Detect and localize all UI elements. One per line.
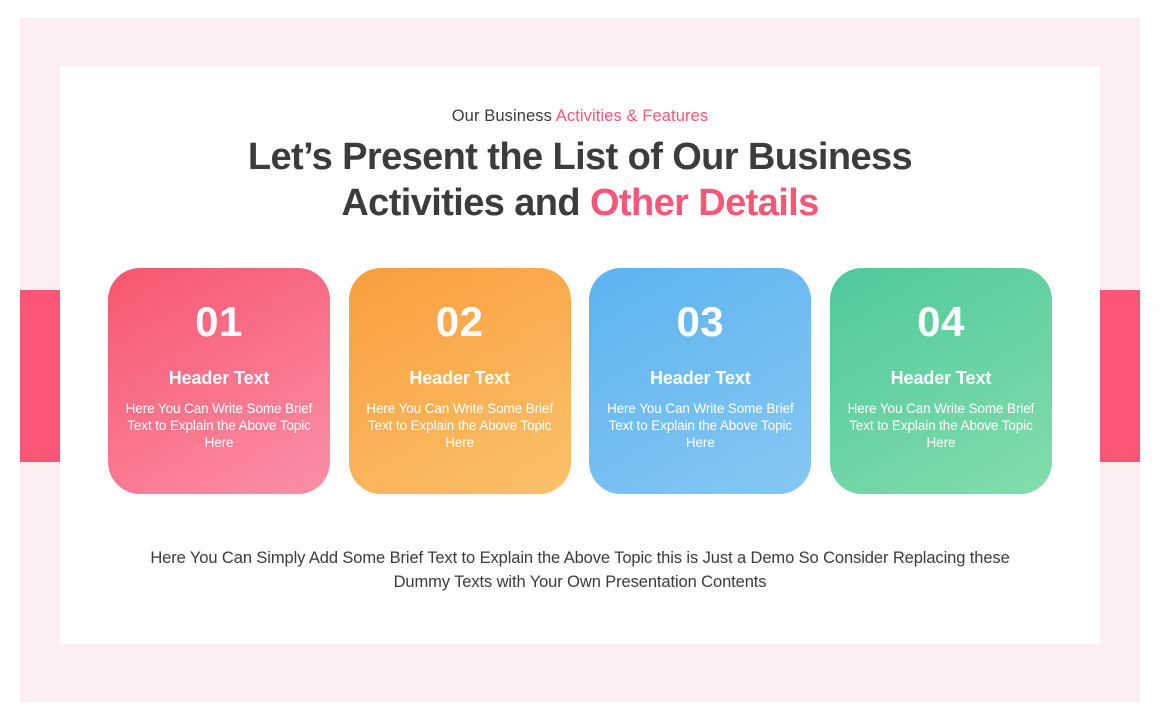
card-number: 03 [676,298,725,345]
card-body: Here You Can Write Some Brief Text to Explain the Above Topic Here [606,401,794,450]
title-line-2-accent: Other Details [589,182,819,224]
eyebrow-plain: Our Business [451,107,556,125]
card-body: Here You Can Write Some Brief Text to Explain the Above Topic Here [366,401,553,450]
cards-row [108,268,1052,494]
content-card [60,66,1100,644]
eyebrow-text [60,107,1100,126]
accent-bar-right [1100,290,1140,462]
card-number: 01 [195,298,243,345]
card-body: Here You Can Write Some Brief Text to Explain the Above Topic Here [125,401,313,450]
card-header: Header Text [168,368,270,388]
card-header: Header Text [890,368,992,388]
card-number: 02 [435,298,484,345]
footer-text: Here You Can Simply Add Some Brief Text to Explain the Above Topic this is Just a Demo So Consider Replacing these Dummy Texts with Your Own Presentation Contents [150,549,1010,591]
accent-bar-left [20,290,60,462]
card-header: Header Text [409,368,510,388]
card-header: Header Text [650,368,751,388]
title-line-1: Let’s Present the List of Our Business [247,136,913,178]
title-line-2-plain: Activities and [341,182,590,224]
card-number: 04 [917,298,965,345]
feature-card-04[interactable] [830,268,1052,494]
page-title [130,134,1030,226]
feature-card-02[interactable] [349,268,571,494]
feature-card-01[interactable] [108,268,330,494]
eyebrow-accent: Activities & Features [555,107,709,125]
title-line-2 [130,180,1030,226]
feature-card-03[interactable] [589,268,811,494]
card-body: Here You Can Write Some Brief Text to Explain the Above Topic Here [847,401,1035,450]
